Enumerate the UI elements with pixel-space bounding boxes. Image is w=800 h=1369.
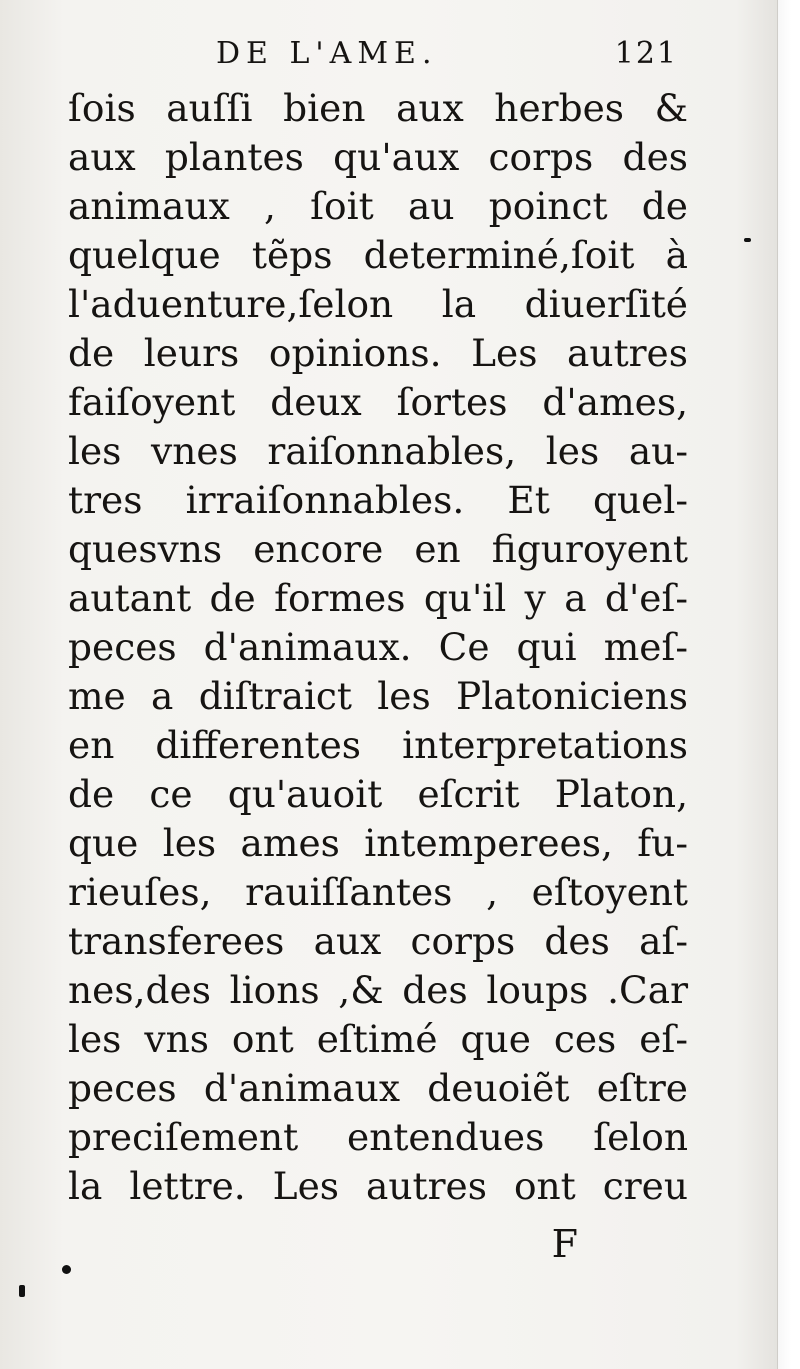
text-line: de leurs opinions. Les autres [68, 331, 688, 375]
ink-speck [744, 238, 751, 242]
text-line: animaux , ſoit au poinct de [68, 184, 688, 228]
text-line: quelque tẽps determiné,ſoit à [68, 233, 688, 277]
text-line: la lettre. Les autres ont creu [68, 1164, 688, 1208]
ink-speck [62, 1265, 71, 1274]
ink-speck [19, 1285, 25, 1297]
text-line: nes,des lions ,& des loups .Car [68, 968, 688, 1012]
text-line: les vnes raiſonnables, les au- [68, 429, 688, 473]
text-line: rieuſes, rauiſſantes , eſtoyent [68, 870, 688, 914]
running-head: DE L'AME. [216, 36, 438, 71]
text-line: faiſoyent deux ſortes d'ames, [68, 380, 688, 424]
text-line: transferees aux corps des aſ- [68, 919, 688, 963]
text-line: autant de formes qu'il y a d'eſ- [68, 576, 688, 620]
text-line: aux plantes qu'aux corps des [68, 135, 688, 179]
text-line: me a diſtraict les Platoniciens [68, 674, 688, 718]
page-number: 121 [614, 36, 678, 71]
page-header [68, 30, 688, 84]
text-block [68, 30, 688, 1271]
text-line: que les ames intemperees, fu- [68, 821, 688, 865]
body-text [68, 84, 688, 1211]
text-line: en differentes interpretations [68, 723, 688, 767]
text-line: de ce qu'auoit eſcrit Platon, [68, 772, 688, 816]
text-line: peces d'animaux deuoiẽt eſtre [68, 1066, 688, 1110]
text-line: l'aduenture,ſelon la diuerſité [68, 282, 688, 326]
signature-mark: F [551, 1222, 578, 1266]
text-line: peces d'animaux. Ce qui meſ- [68, 625, 688, 669]
text-line: preciſement entendues ſelon [68, 1115, 688, 1159]
page-edge [777, 0, 800, 1369]
text-line: tres irraiſonnables. Et quel- [68, 478, 688, 522]
text-line: quesvns encore en figuroyent [68, 527, 688, 571]
text-line: ſois auſſi bien aux herbes & [68, 86, 688, 130]
text-line: les vns ont eſtimé que ces eſ- [68, 1017, 688, 1061]
